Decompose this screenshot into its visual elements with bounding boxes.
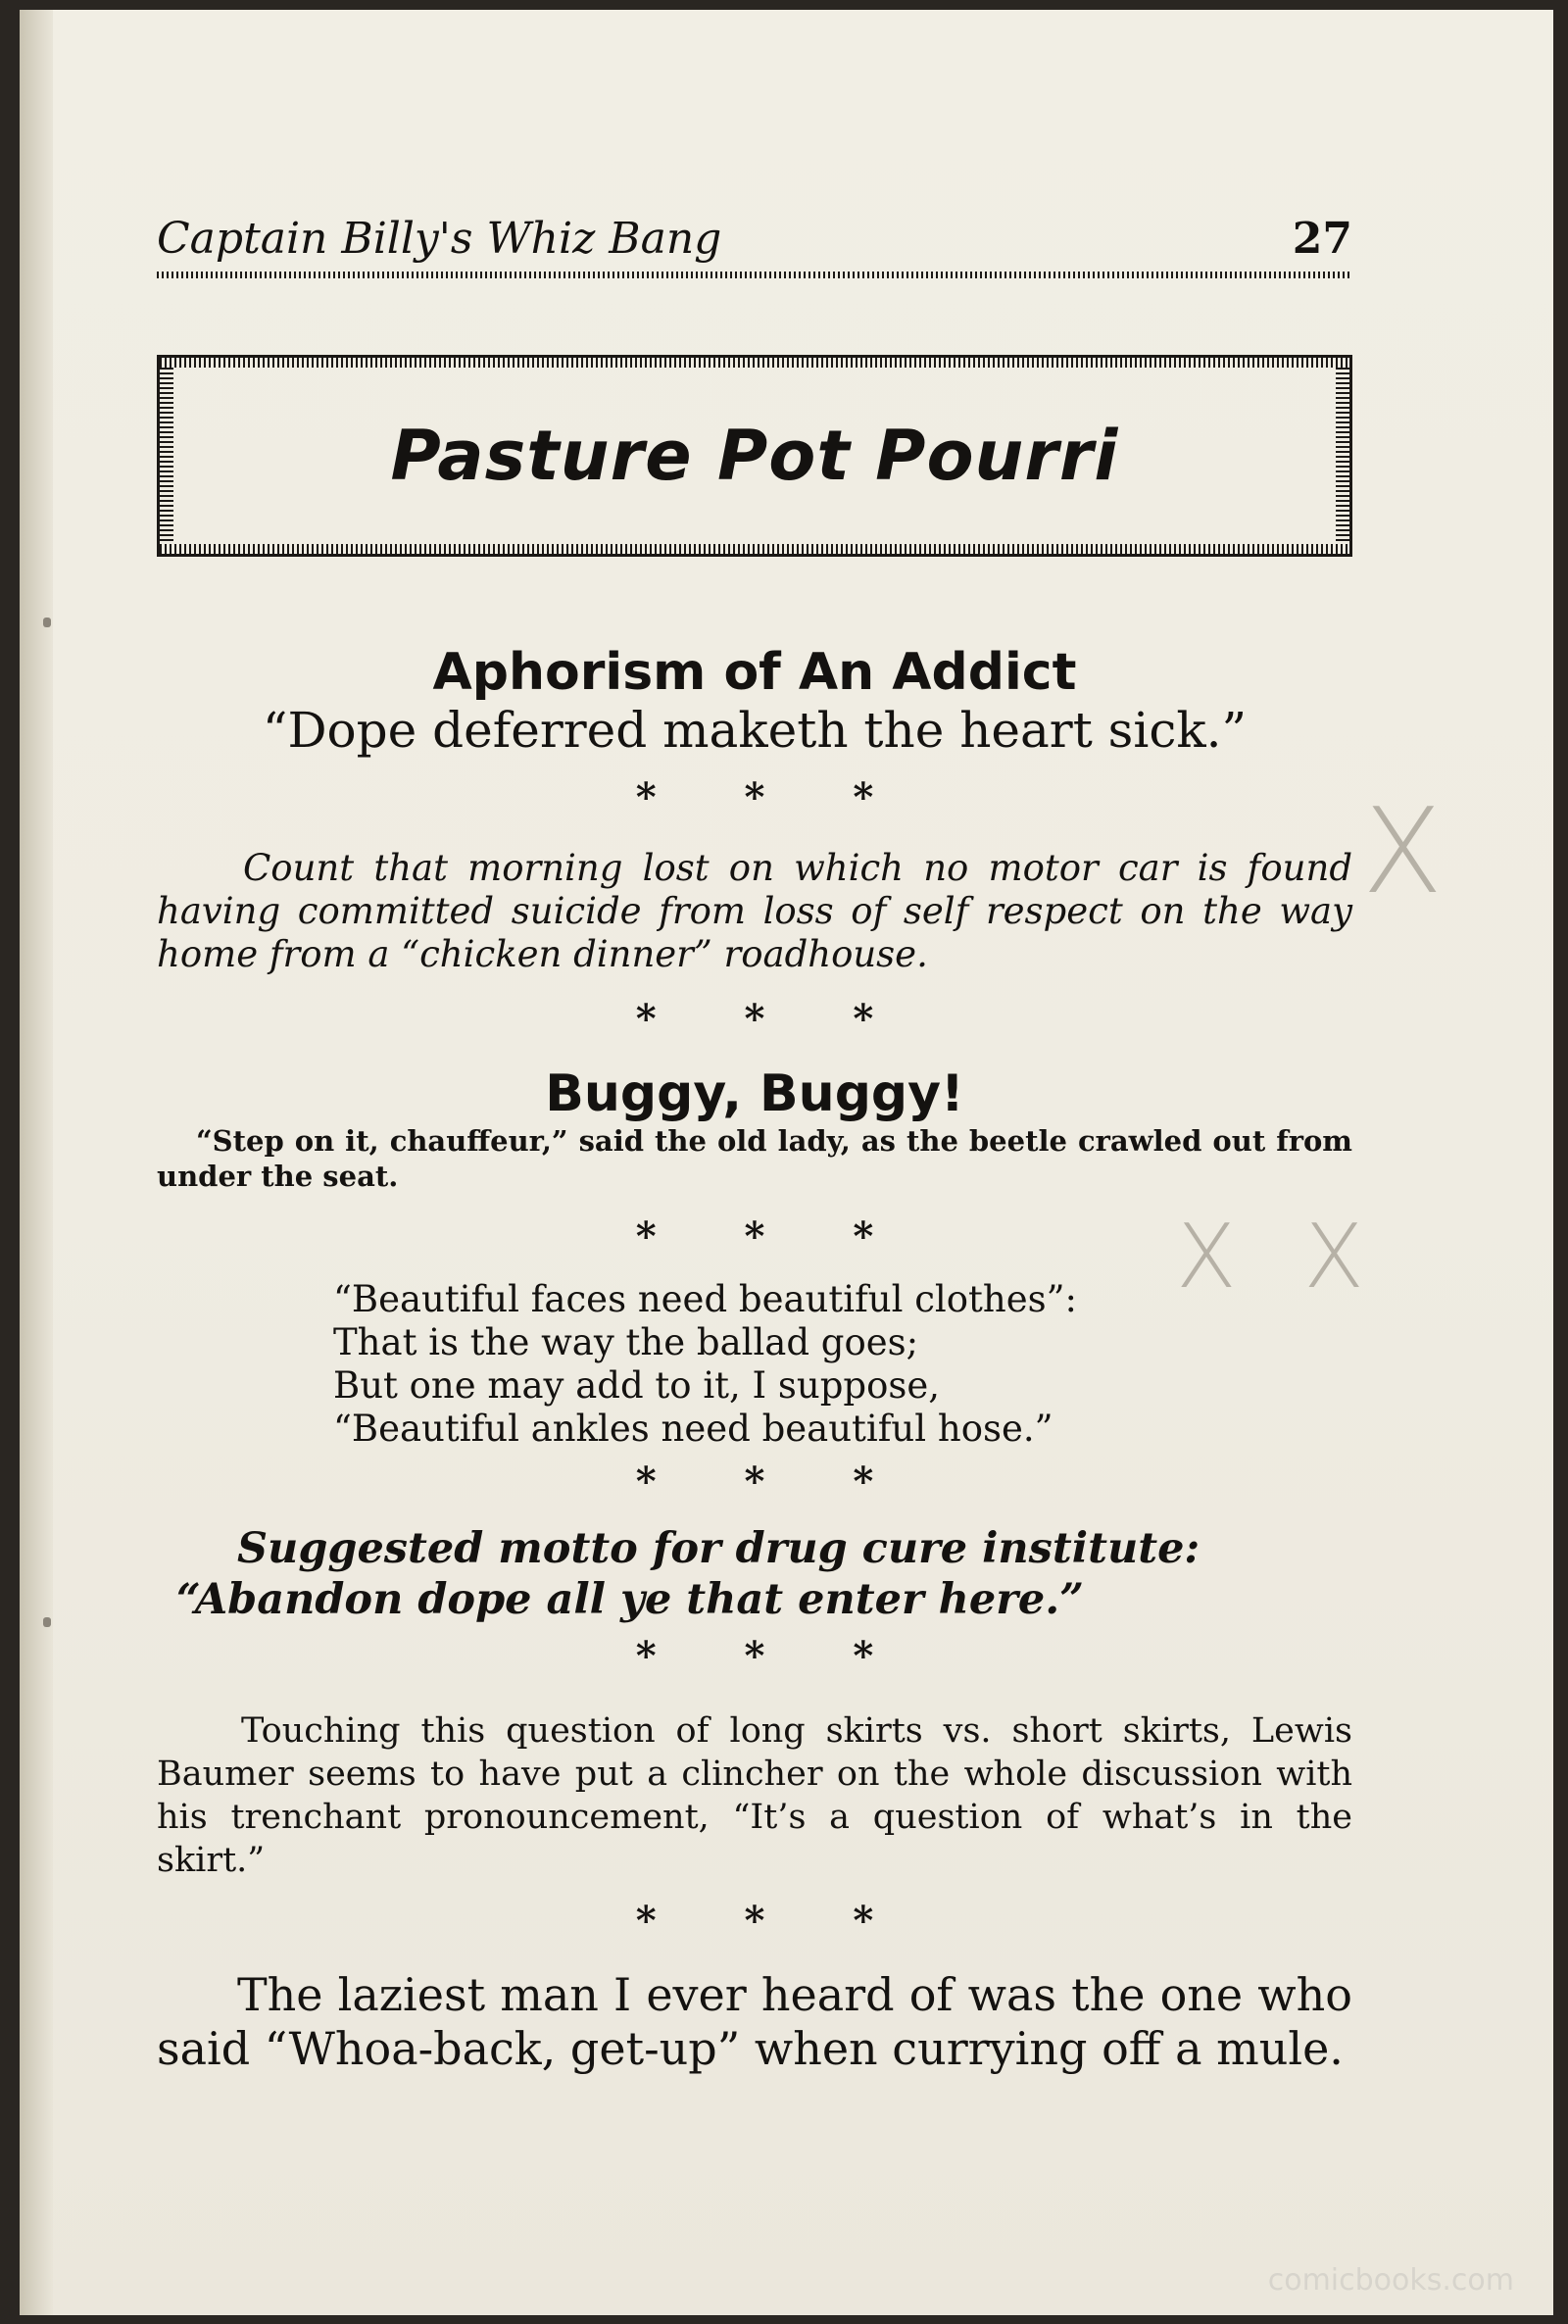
separator-stars: * * * <box>635 774 911 820</box>
page-content <box>157 201 1352 2076</box>
verse-line: “Beautiful ankles need beautiful hose.” <box>333 1408 1054 1450</box>
aphorism-quote: “Dope deferred maketh the heart sick.” <box>262 702 1248 759</box>
staple-mark <box>43 1617 51 1627</box>
box-hatch-right <box>1336 368 1349 544</box>
page-number: 27 <box>1292 214 1352 264</box>
laziest-paragraph: The laziest man I ever heard of was the one who said “Whoa-back, get-up” when currying off a mule. <box>157 1968 1352 2075</box>
verse-line: But one may add to it, I suppose, <box>333 1364 941 1407</box>
magazine-page <box>20 10 1553 2315</box>
aphorism-heading: Aphorism of An Addict <box>432 643 1077 702</box>
motto-line-1: Suggested motto for drug cure institute: <box>237 1524 1200 1573</box>
separator-stars: * * * <box>635 1459 911 1505</box>
running-header <box>157 201 1352 264</box>
skirts-paragraph: Touching this question of long skirts vs. short skirts, Lewis Baumer seems to have put a clincher on the whole discussion with his trenchant pronouncement, “It’s a question of what’s in the skirt.” <box>157 1711 1352 1880</box>
motto-line-2: “Abandon dope all ye that enter here.” <box>176 1575 1084 1624</box>
staple-mark <box>43 618 51 627</box>
count-paragraph: Count that morning lost on which no motor car is found having committed suicide from loss of self respect on the way home from a “chicken dinner” roadhouse. <box>157 847 1352 975</box>
separator-stars: * * * <box>635 1898 911 1944</box>
section-title-box <box>157 355 1352 557</box>
buggy-paragraph: “Step on it, chauffeur,” said the old lady, as the beetle crawled out from under the seat. <box>157 1124 1352 1193</box>
header-rule <box>157 272 1352 278</box>
separator-stars: * * * <box>635 996 911 1042</box>
verse-line: That is the way the ballad goes; <box>333 1321 919 1363</box>
separator-stars: * * * <box>635 1213 911 1260</box>
pencil-mark: X <box>1362 784 1444 920</box>
pencil-mark: X X <box>1176 1206 1384 1309</box>
verse-line: “Beautiful faces need beautiful clothes”: <box>333 1278 1077 1320</box>
watermark: comicbooks.com <box>1267 2263 1514 2298</box>
box-hatch-left <box>160 368 173 544</box>
magazine-title: Captain Billy's Whiz Bang <box>157 214 722 264</box>
section-title: Pasture Pot Pourri <box>390 416 1119 496</box>
page-binding <box>20 10 53 2315</box>
separator-stars: * * * <box>635 1633 911 1679</box>
buggy-heading: Buggy, Buggy! <box>545 1064 964 1123</box>
